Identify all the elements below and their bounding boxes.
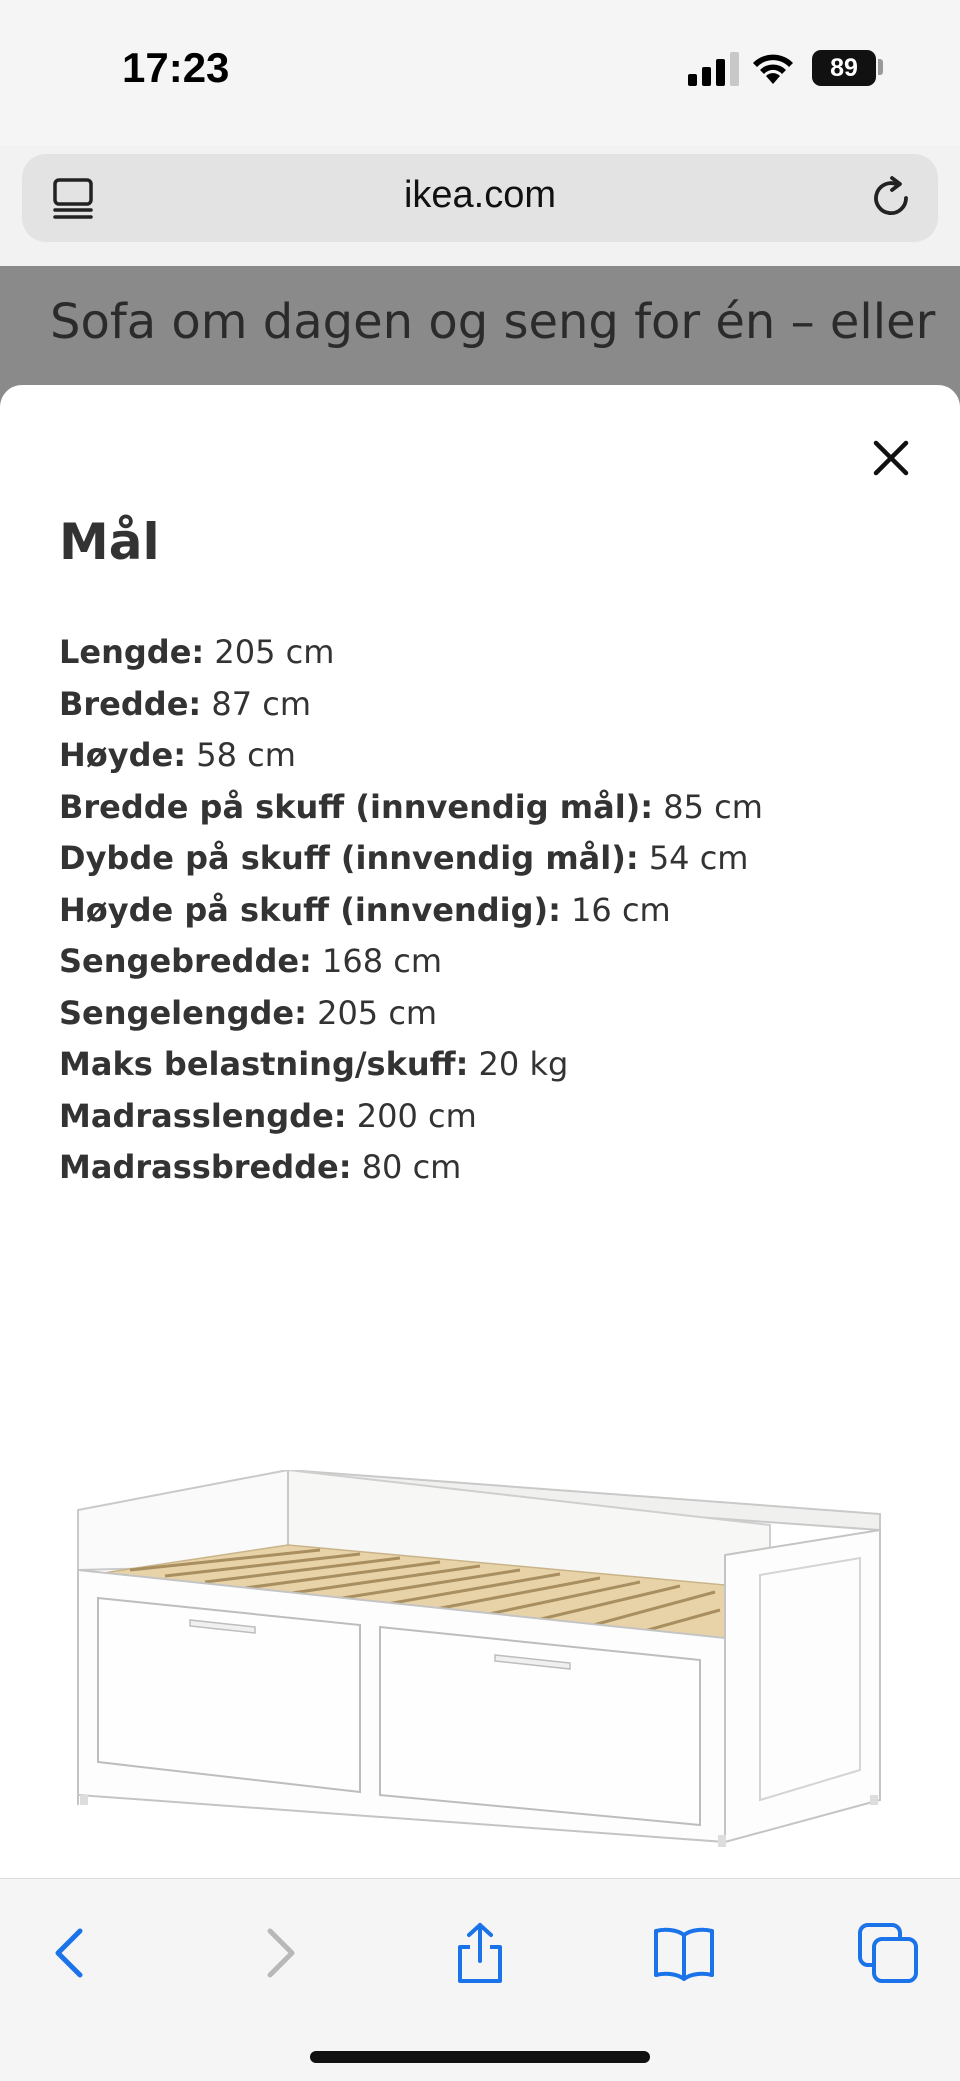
share-icon[interactable]	[448, 1921, 512, 1985]
dimension-label: Sengebredde:	[59, 942, 312, 980]
url-text[interactable]: ikea.com	[403, 174, 557, 216]
dimension-item	[59, 730, 763, 782]
dimension-value: 168 cm	[322, 942, 443, 980]
tabs-overview-icon[interactable]	[856, 1921, 920, 1985]
dimension-value: 87 cm	[211, 684, 312, 723]
dimension-item	[59, 782, 763, 834]
dimension-label: Bredde:	[59, 684, 202, 723]
dimension-label: Bredde på skuff (innvendig mål):	[59, 787, 654, 826]
dimension-label: Høyde:	[59, 736, 187, 774]
modal-title: Mål	[59, 513, 160, 571]
dimension-item	[59, 988, 763, 1040]
status-bar	[0, 0, 960, 145]
dimension-label: Lengde:	[59, 633, 205, 671]
wifi-icon	[750, 50, 796, 86]
battery-cap	[878, 59, 883, 75]
page-heading: Sofa om dagen og seng for én – eller	[50, 294, 936, 350]
reload-icon[interactable]	[868, 174, 914, 222]
dimension-value: 205 cm	[317, 993, 438, 1032]
dimension-value: 54 cm	[648, 839, 749, 877]
battery-icon	[812, 50, 876, 86]
dimension-label: Madrasslengde:	[59, 1096, 347, 1135]
dimension-item	[59, 679, 763, 731]
dimension-value: 200 cm	[356, 1096, 477, 1135]
dimension-item	[59, 1142, 763, 1194]
dimension-item	[59, 833, 763, 885]
close-button[interactable]	[864, 431, 918, 485]
battery-level: 89	[830, 54, 858, 82]
dimension-value: 85 cm	[663, 787, 763, 826]
status-time: 17:23	[122, 44, 230, 91]
dimension-item	[59, 936, 763, 988]
dimension-value: 58 cm	[196, 736, 296, 774]
dimension-label: Dybde på skuff (innvendig mål):	[59, 839, 639, 877]
dimension-value: 20 kg	[478, 1045, 569, 1083]
dimensions-list	[59, 627, 763, 1194]
home-indicator[interactable]	[310, 2051, 650, 2063]
dimensions-modal	[0, 385, 960, 1878]
dimension-label: Høyde på skuff (innvendig):	[59, 890, 561, 929]
dimension-label: Sengelengde:	[59, 993, 307, 1032]
browser-toolbar	[0, 1878, 960, 2081]
dimension-value: 80 cm	[361, 1148, 462, 1186]
dimension-label: Maks belastning/skuff:	[59, 1045, 469, 1083]
back-icon[interactable]	[40, 1921, 104, 1985]
bookmarks-icon[interactable]	[652, 1921, 716, 1985]
signal-icon	[688, 52, 740, 86]
product-image	[70, 1470, 890, 1850]
dimension-item	[59, 1091, 763, 1143]
dimension-value: 16 cm	[571, 890, 671, 929]
dimension-item	[59, 1039, 763, 1091]
dimension-label: Madrassbredde:	[59, 1148, 352, 1186]
dimension-item	[59, 627, 763, 679]
dimension-item	[59, 885, 763, 937]
forward-icon[interactable]	[246, 1921, 310, 1985]
address-bar[interactable]	[22, 154, 938, 242]
dimension-value: 205 cm	[214, 633, 335, 671]
